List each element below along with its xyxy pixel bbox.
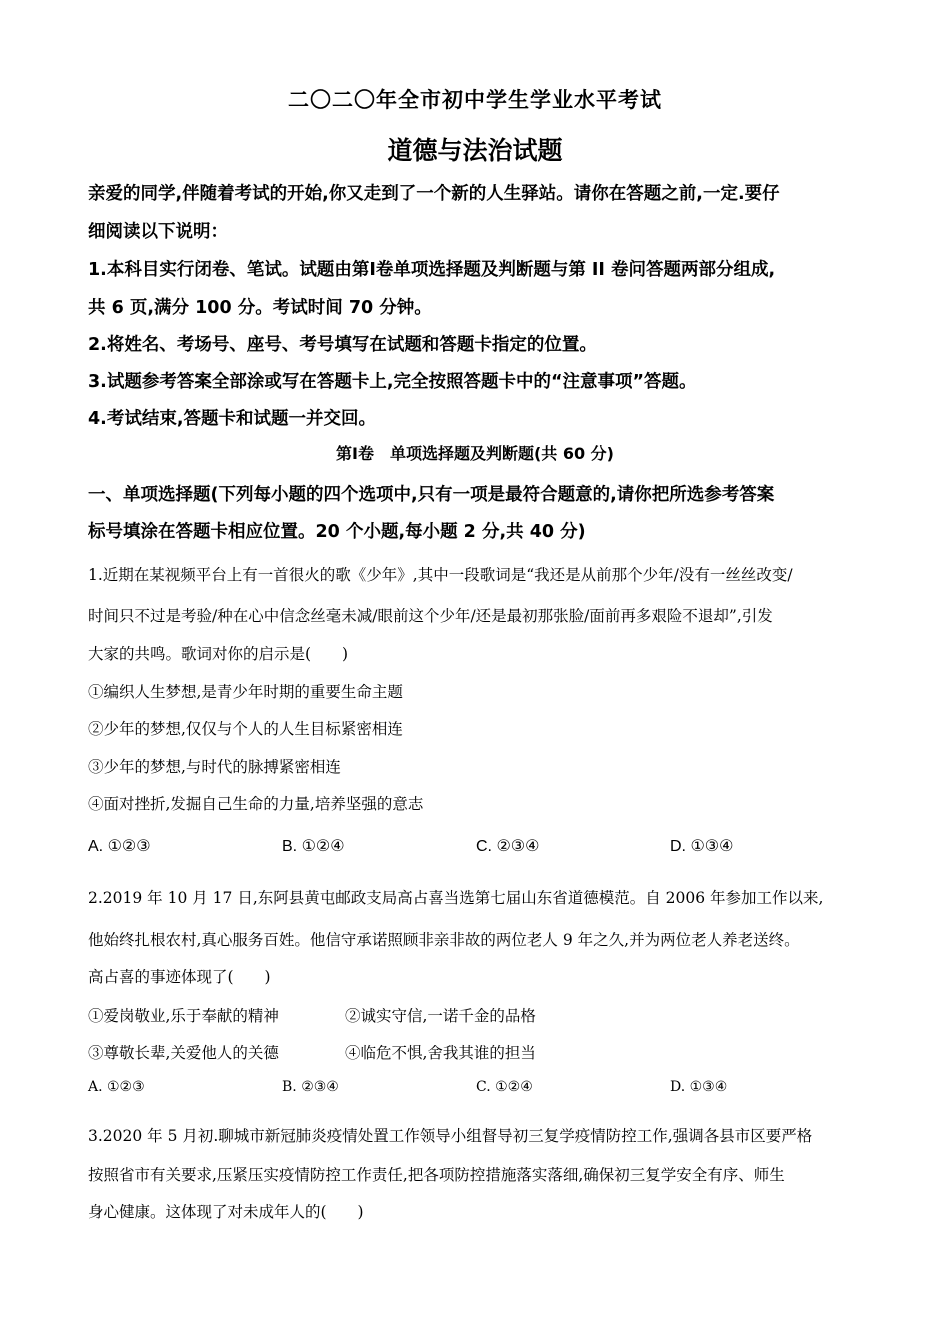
q1-option-a: A. ①②③ (88, 838, 151, 855)
q2-item-1: ①爱岗敬业,乐于奉献的精神 (88, 1007, 279, 1025)
q2-stem-line-2: 他始终扎根农村,真心服务百姓。他信守承诺照顾非亲非故的两位老人 9 年之久,并为两位老人养老送终。 (88, 931, 800, 949)
q1-option-d: D. ①③④ (670, 838, 734, 855)
q2-item-2: ②诚实守信,一诺千金的品格 (345, 1007, 536, 1025)
q1-stem-line-1: 1.近期在某视频平台上有一首很火的歌《少年》,其中一段歌词是“我还是从前那个少年/没有一丝丝改变/ (88, 566, 793, 584)
section-title: 第Ⅰ卷 单项选择题及判断题(共 60 分) (336, 444, 614, 463)
rule-1a: 1.本科目实行闭卷、笔试。试题由第Ⅰ卷单项选择题及判断题与第 II 卷问答题两部分组成, (88, 260, 776, 280)
part-instruction-1: 一、单项选择题(下列每小题的四个选项中,只有一项是最符合题意的,请你把所选参考答案 (88, 485, 775, 505)
q3-stem-line-3: 身心健康。这体现了对未成年人的( ) (88, 1203, 364, 1221)
q1-option-c: C. ②③④ (476, 838, 540, 855)
q2-option-d: D. ①③④ (670, 1079, 728, 1095)
q3-stem-line-1: 3.2020 年 5 月初.聊城市新冠肺炎疫情处置工作领导小组督导初三复学疫情防控工作,强调各县市区要严格 (88, 1127, 813, 1145)
q2-option-b: B. ②③④ (282, 1079, 339, 1095)
q1-item-1: ①编织人生梦想,是青少年时期的重要生命主题 (88, 683, 403, 701)
q1-item-4: ④面对挫折,发掘自己生命的力量,培养坚强的意志 (88, 795, 424, 813)
q2-stem-line-3: 高占喜的事迹体现了( ) (88, 968, 271, 986)
q2-option-c: C. ①②④ (476, 1079, 533, 1095)
q1-item-3: ③少年的梦想,与时代的脉搏紧密相连 (88, 758, 341, 776)
q2-item-4: ④临危不惧,舍我其谁的担当 (345, 1044, 536, 1062)
q2-item-3: ③尊敬长辈,关爱他人的关德 (88, 1044, 279, 1062)
exam-title: 二〇二〇年全市初中学生学业水平考试 (288, 88, 662, 112)
q1-stem-line-2: 时间只不过是考验/种在心中信念丝毫未减/眼前这个少年/还是最初那张脸/面前再多艰险不退却”,引发 (88, 607, 773, 625)
q3-stem-line-2: 按照省市有关要求,压紧压实疫情防控工作责任,把各项防控措施落实落细,确保初三复学安全有序、师生 (88, 1166, 785, 1184)
rule-3: 3.试题参考答案全部涂或写在答题卡上,完全按照答题卡中的“注意事项”答题。 (88, 372, 697, 392)
rule-1b: 共 6 页,满分 100 分。考试时间 70 分钟。 (88, 298, 432, 318)
intro-line-1: 亲爱的同学,伴随着考试的开始,你又走到了一个新的人生驿站。请你在答题之前,一定.要仔 (88, 184, 780, 204)
rule-4: 4.考试结束,答题卡和试题一并交回。 (88, 409, 376, 429)
q2-option-a: A. ①②③ (88, 1079, 145, 1095)
rule-2: 2.将姓名、考场号、座号、考号填写在试题和答题卡指定的位置。 (88, 335, 597, 355)
intro-line-2: 细阅读以下说明： (88, 222, 228, 242)
part-instruction-2: 标号填涂在答题卡相应位置。20 个小题,每小题 2 分,共 40 分) (88, 522, 586, 542)
q2-stem-line-1: 2.2019 年 10 月 17 日,东阿县黄屯邮政支局高占喜当选第七届山东省道德模范。自 2006 年参加工作以来, (88, 889, 824, 907)
q1-item-2: ②少年的梦想,仅仅与个人的人生目标紧密相连 (88, 720, 403, 738)
q1-option-b: B. ①②④ (282, 838, 345, 855)
subject-title: 道德与法治试题 (387, 136, 563, 165)
q1-stem-line-3: 大家的共鸣。歌词对你的启示是( ) (88, 645, 349, 663)
